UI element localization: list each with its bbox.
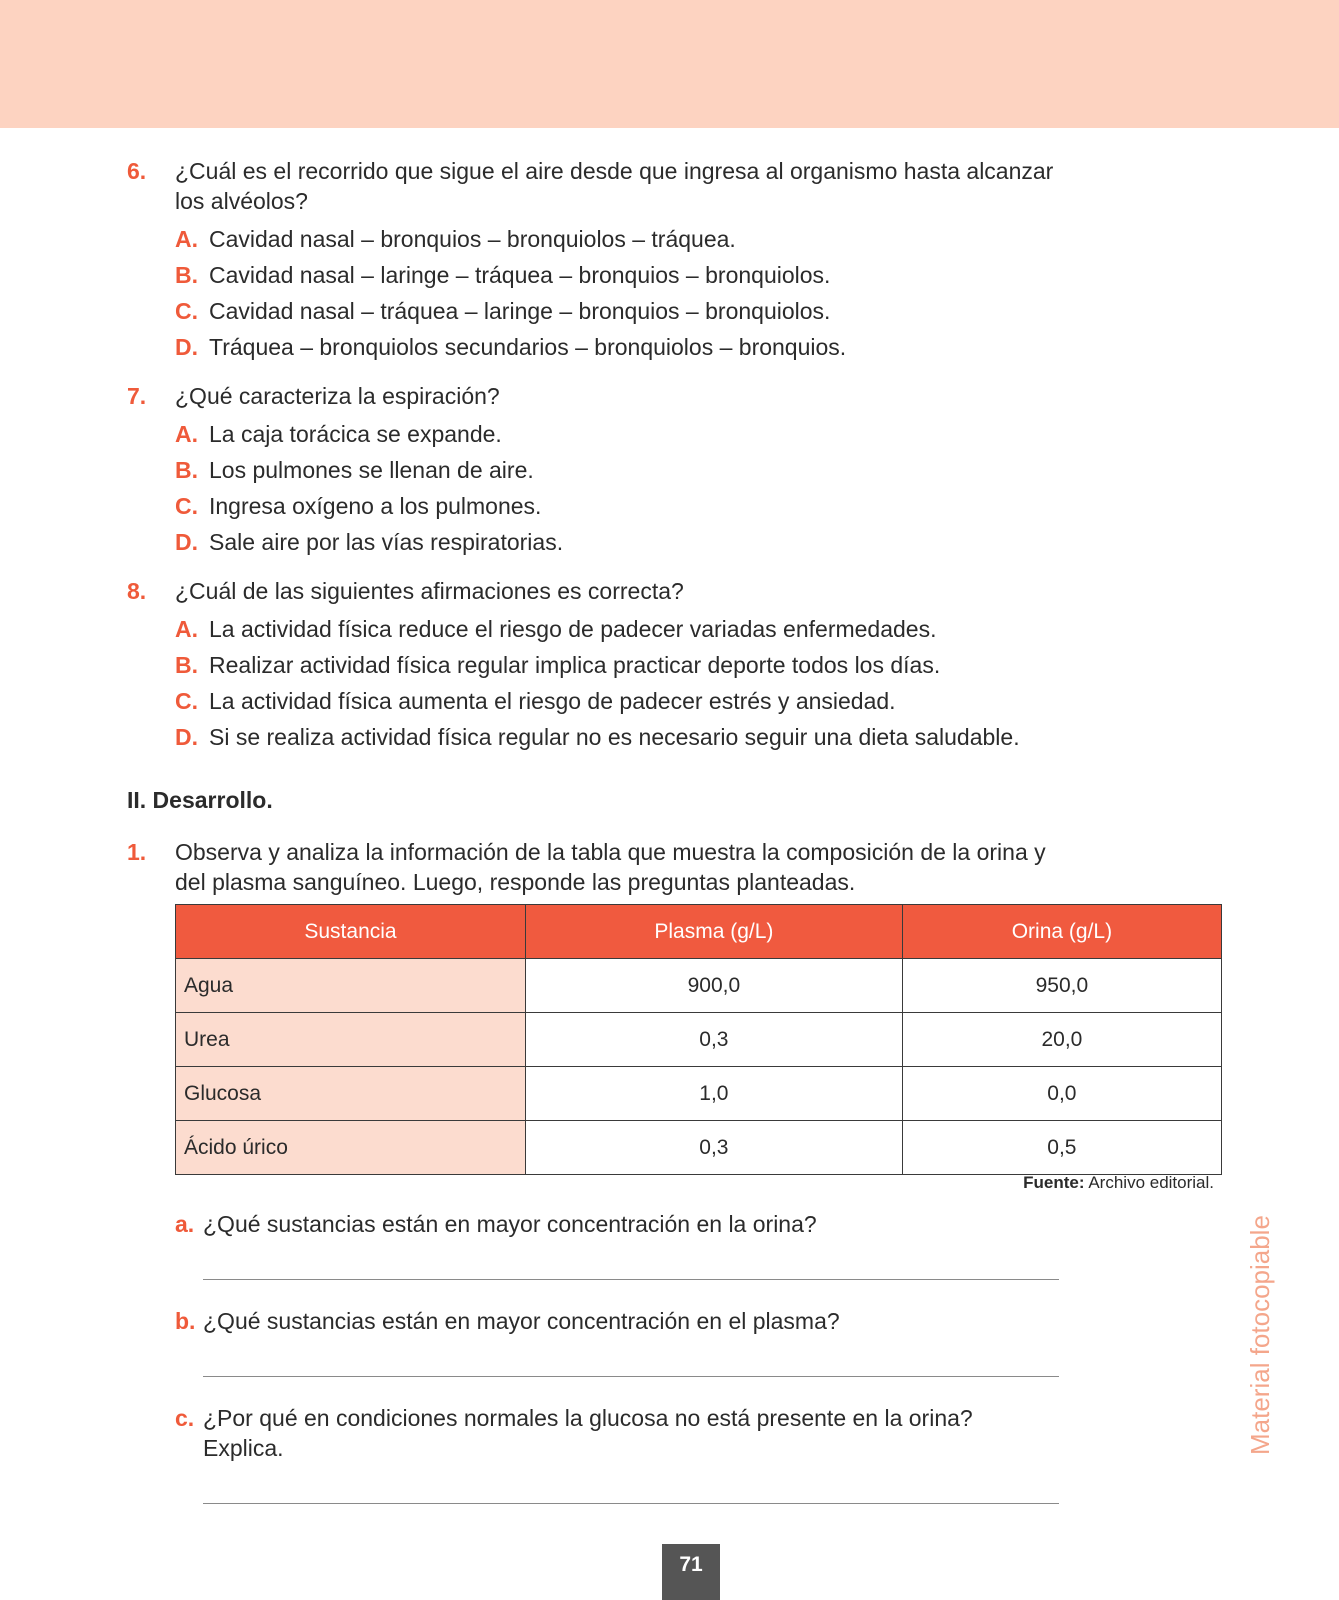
option-b[interactable]: B. Realizar actividad física regular implica practicar deporte todos los días. xyxy=(175,652,941,678)
question-number: 7. xyxy=(127,383,147,409)
table-source: Fuente: Archivo editorial. xyxy=(1023,1173,1214,1192)
substance-cell: Ácido úrico xyxy=(176,1121,526,1175)
urine-cell: 0,5 xyxy=(902,1121,1221,1175)
urine-cell: 20,0 xyxy=(902,1013,1221,1067)
table-row xyxy=(176,1013,1222,1067)
option-text: Cavidad nasal – tráquea – laringe – bronquios – bronquiolos. xyxy=(209,298,831,324)
answer-line-a[interactable] xyxy=(203,1279,1059,1280)
option-text: Cavidad nasal – bronquios – bronquiolos – tráquea. xyxy=(209,226,736,252)
option-c[interactable]: C. Ingresa oxígeno a los pulmones. xyxy=(175,493,542,519)
header-band xyxy=(0,0,1339,128)
table-header-row xyxy=(176,905,1222,959)
subquestion-text: ¿Qué sustancias están en mayor concentración en el plasma? xyxy=(203,1308,840,1334)
plasma-cell: 1,0 xyxy=(526,1067,903,1121)
answer-line-b[interactable] xyxy=(203,1376,1059,1377)
subquestion-letter: c. xyxy=(175,1405,195,1431)
option-b[interactable]: B. Los pulmones se llenan de aire. xyxy=(175,457,534,483)
urine-cell: 950,0 xyxy=(902,959,1221,1013)
page-number: 71 xyxy=(662,1544,720,1600)
option-text: Sale aire por las vías respiratorias. xyxy=(209,529,564,555)
option-c[interactable]: C. La actividad física aumenta el riesgo de padecer estrés y ansiedad. xyxy=(175,688,896,714)
plasma-cell: 0,3 xyxy=(526,1121,903,1175)
table-row xyxy=(176,959,1222,1013)
subquestion-text: ¿Qué sustancias están en mayor concentración en la orina? xyxy=(203,1211,817,1237)
option-text: Los pulmones se llenan de aire. xyxy=(209,457,534,483)
substance-cell: Glucosa xyxy=(176,1067,526,1121)
question-stem: ¿Qué caracteriza la espiración? xyxy=(175,383,500,409)
table-row xyxy=(176,1067,1222,1121)
substance-cell: Agua xyxy=(176,959,526,1013)
task-number: 1. xyxy=(127,839,147,865)
option-a[interactable]: A. La caja torácica se expande. xyxy=(175,421,502,447)
option-text: Ingresa oxígeno a los pulmones. xyxy=(209,493,542,519)
subquestion-letter: a. xyxy=(175,1211,195,1237)
substance-cell: Urea xyxy=(176,1013,526,1067)
question-stem: ¿Cuál es el recorrido que sigue el aire desde que ingresa al organismo hasta alcanzar los alvéolos? xyxy=(175,158,1054,214)
option-d[interactable]: D. Sale aire por las vías respiratorias. xyxy=(175,529,564,555)
answer-line-c[interactable] xyxy=(203,1503,1059,1504)
option-d[interactable]: D. Si se realiza actividad física regular no es necesario seguir una dieta saludable. xyxy=(175,724,1020,750)
option-b[interactable]: B. Cavidad nasal – laringe – tráquea – bronquios – bronquiolos. xyxy=(175,262,831,288)
subquestion-text: ¿Por qué en condiciones normales la glucosa no está presente en la orina? Explica. xyxy=(203,1405,973,1461)
option-c[interactable]: C. Cavidad nasal – tráquea – laringe – bronquios – bronquiolos. xyxy=(175,298,831,324)
column-header: Plasma (g/L) xyxy=(526,905,903,959)
question-stem: ¿Cuál de las siguientes afirmaciones es correcta? xyxy=(175,578,684,604)
table-row xyxy=(176,1121,1222,1175)
task-instructions: Observa y analiza la información de la tabla que muestra la composición de la orina y del plasma sanguíneo. Luego, responde las preguntas planteadas. xyxy=(175,839,1046,895)
option-d[interactable]: D. Tráquea – bronquiolos secundarios – bronquiolos – bronquios. xyxy=(175,334,847,360)
option-text: Cavidad nasal – laringe – tráquea – bronquios – bronquiolos. xyxy=(209,262,831,288)
option-text: La actividad física reduce el riesgo de padecer variadas enfermedades. xyxy=(209,616,937,642)
composition-table xyxy=(175,904,1222,1175)
option-text: Si se realiza actividad física regular no es necesario seguir una dieta saludable. xyxy=(209,724,1020,750)
option-a[interactable]: A. Cavidad nasal – bronquios – bronquiolos – tráquea. xyxy=(175,226,736,252)
subquestion-b xyxy=(175,1306,1075,1336)
question-8 xyxy=(127,576,1087,752)
urine-cell: 0,0 xyxy=(902,1067,1221,1121)
option-text: La caja torácica se expande. xyxy=(209,421,502,447)
option-a[interactable]: A. La actividad física reduce el riesgo de padecer variadas enfermedades. xyxy=(175,616,937,642)
question-number: 8. xyxy=(127,578,147,604)
section-title: II. Desarrollo. xyxy=(127,787,273,813)
question-7 xyxy=(127,381,1087,557)
question-number: 6. xyxy=(127,158,147,184)
option-text: Tráquea – bronquiolos secundarios – bronquiolos – bronquios. xyxy=(209,334,847,360)
photocopiable-label: Material fotocopiable xyxy=(1245,1215,1275,1455)
subquestion-letter: b. xyxy=(175,1308,196,1334)
question-6 xyxy=(127,156,1087,362)
column-header: Orina (g/L) xyxy=(902,905,1221,959)
column-header: Sustancia xyxy=(176,905,526,959)
plasma-cell: 0,3 xyxy=(526,1013,903,1067)
subquestion-c xyxy=(175,1403,1075,1463)
option-text: Realizar actividad física regular implica practicar deporte todos los días. xyxy=(209,652,941,678)
task-1 xyxy=(127,837,1087,897)
option-text: La actividad física aumenta el riesgo de padecer estrés y ansiedad. xyxy=(209,688,896,714)
subquestion-a xyxy=(175,1209,1075,1239)
plasma-cell: 900,0 xyxy=(526,959,903,1013)
